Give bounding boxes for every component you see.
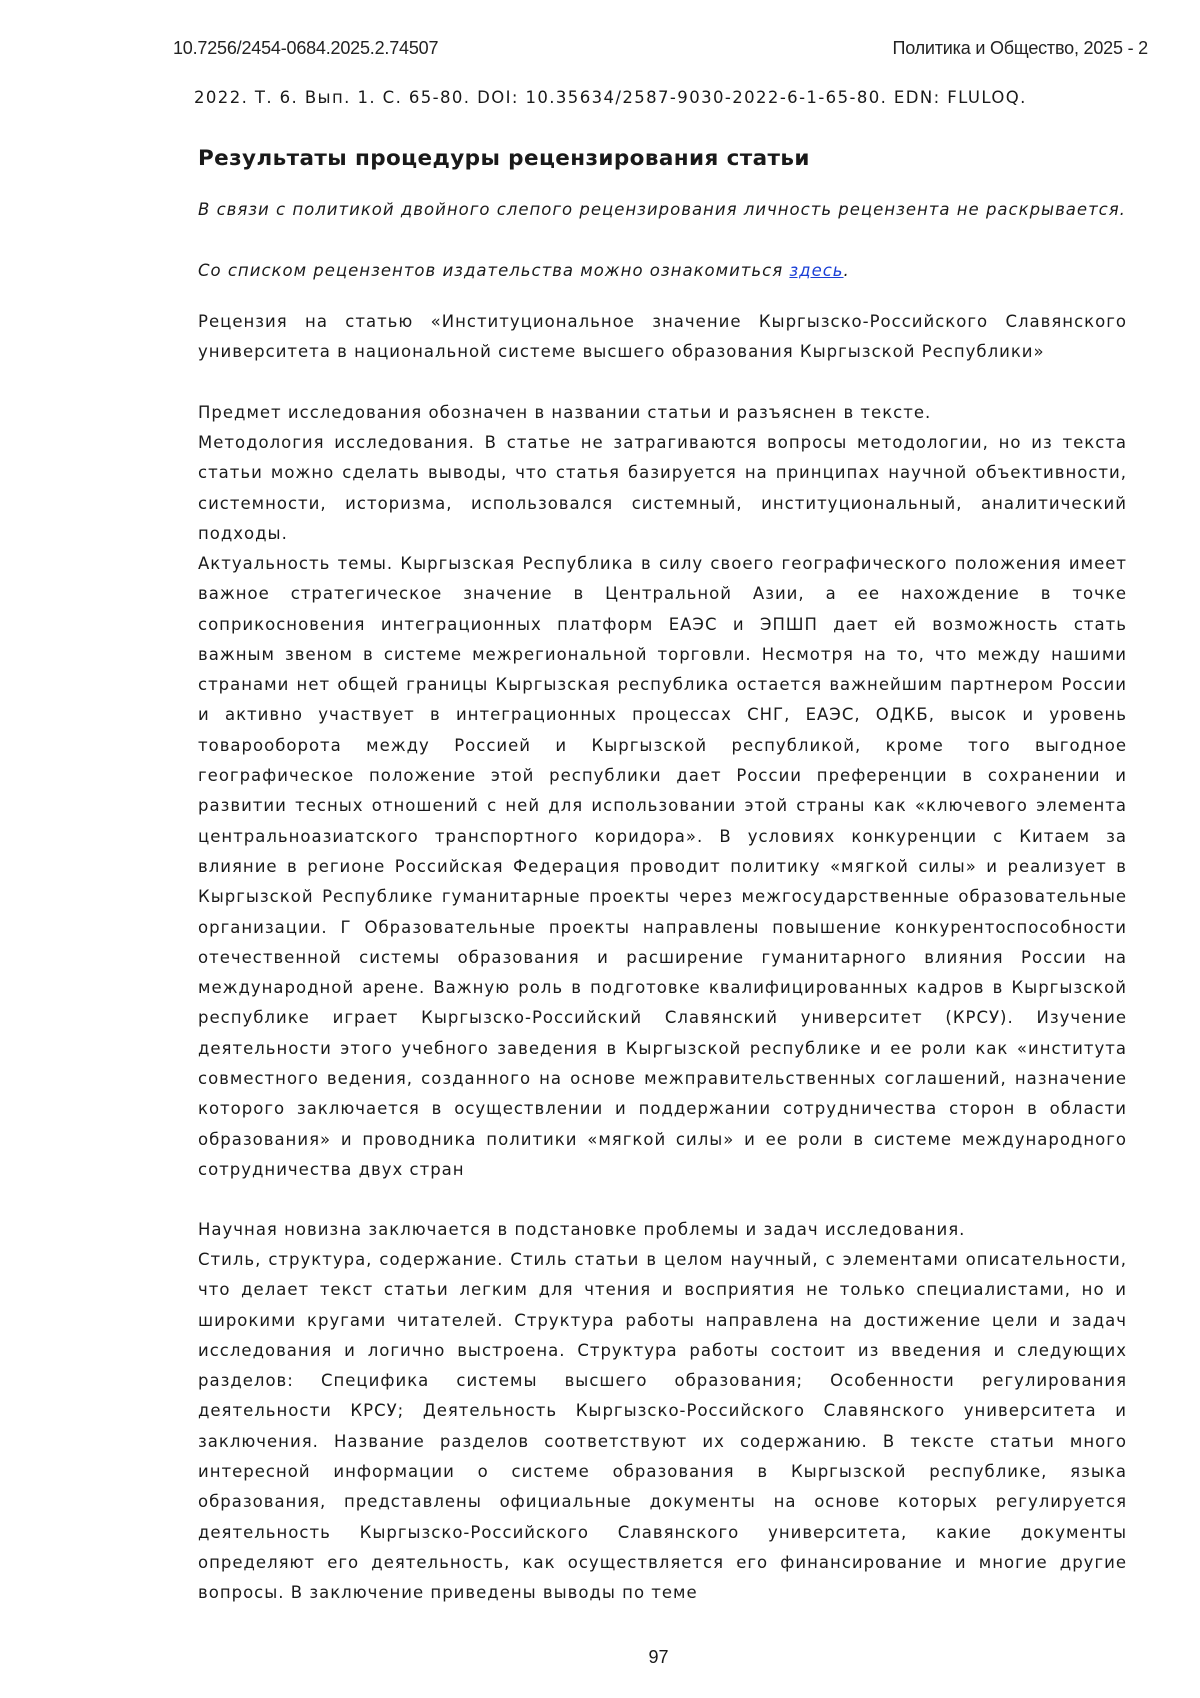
header-doi: 10.7256/2454-0684.2025.2.74507 bbox=[173, 38, 438, 59]
paragraph-relevance: Актуальность темы. Кыргызская Республика в силу своего географического положения имеет важное стратегическое значение в Центральной Азии, а ее нахождение в точке соприкосновения интеграционных платформ ЕАЭС и ЭПШП дает ей возможность стать важным звеном в системе межрегиональной торговли. Несмотря на то, что между нашими странами нет общей границы Кыргызская республика остается важнейшим партнером России и активно участвует в интеграционных процессах СНГ, ЕАЭС, ОДКБ, высок и уровень товарооборота между Россией и Кыргызской республикой, кроме того выгодное географическое положение этой республики дает России преференции в сохранении и развитии тесных отношений с ней для использовании этой страны как «ключевого элемента центральноазиатского транспортного коридора». В условиях конкуренции с Китаем за влияние в регионе Российская Федерация проводит политику «мягкой силы» и реализует в Кыргызской Республике гуманитарные проекты через межгосударственные образовательные организации. Г Образовательные проекты направлены повышение конкурентоспособности отечественной системы образования и расширение гуманитарного влияния России на международной арене. Важную роль в подготовке квалифицированных кадров в Кыргызской республике играет Кыргызско-Российский Славянский университет (КРСУ). Изучение деятельности этого учебного заведения в Кыргызской республике и ее роли как «института совместного ведения, созданного на основе межправительственных соглашений, назначение которого заключается в осуществлении и поддержании сотрудничества сторон в области образования» и проводника политики «мягкой силы» и ее роли в системе международного сотрудничества двух стран bbox=[198, 549, 1127, 1185]
header-journal: Политика и Общество, 2025 - 2 bbox=[892, 38, 1148, 59]
reviewers-suffix: . bbox=[844, 261, 850, 280]
review-heading: Рецензия на статью «Институциональное значение Кыргызско-Российского Славянского университета в национальной системе высшего образования Кыргызской Республики» bbox=[198, 307, 1127, 368]
paragraph-style: Стиль, структура, содержание. Стиль статьи в целом научный, с элементами описательности, что делает текст статьи легким для чтения и восприятия не только специалистами, но и широкими кругами читателей. Структура работы направлена на достижение цели и задач исследования и логично выстроена. Структура работы состоит из введения и следующих разделов: Специфика системы высшего образования; Особенности регулирования деятельности КРСУ; Деятельность Кыргызско-Российского Славянского университета и заключения. Название разделов соответствуют их содержанию. В тексте статьи много интересной информации о системе образования в Кыргызской республике, языка образования, представлены официальные документы на основе которых регулируется деятельность Кыргызско-Российского Славянского университета, какие документы определяют его деятельность, как осуществляется его финансирование и многие другие вопросы. В заключение приведены выводы по теме bbox=[198, 1245, 1127, 1609]
reviewers-line bbox=[198, 256, 1127, 286]
reference-tail: 2022. Т. 6. Вып. 1. С. 65-80. DOI: 10.35634/2587-9030-2022-6-1-65-80. EDN: FLULOQ. bbox=[194, 88, 1027, 107]
review-title: Результаты процедуры рецензирования статьи bbox=[198, 146, 810, 171]
paragraph-subject: Предмет исследования обозначен в названии статьи и разъяснен в тексте. bbox=[198, 398, 1127, 428]
page-number: 97 bbox=[0, 1647, 1200, 1668]
reviewers-link[interactable]: здесь bbox=[789, 261, 843, 280]
paragraph-novelty: Научная новизна заключается в подстановке проблемы и задач исследования. bbox=[198, 1215, 1127, 1245]
reviewers-prefix: Со списком рецензентов издательства можно ознакомиться bbox=[198, 261, 789, 280]
paragraph-methodology: Методология исследования. В статье не затрагиваются вопросы методологии, но из текста статьи можно сделать выводы, что статья базируется на принципах научной объективности, системности, историзма, использовался системный, институциональный, аналитический подходы. bbox=[198, 428, 1127, 549]
blind-review-note: В связи с политикой двойного слепого рецензирования личность рецензента не раскрывается. bbox=[198, 195, 1127, 225]
